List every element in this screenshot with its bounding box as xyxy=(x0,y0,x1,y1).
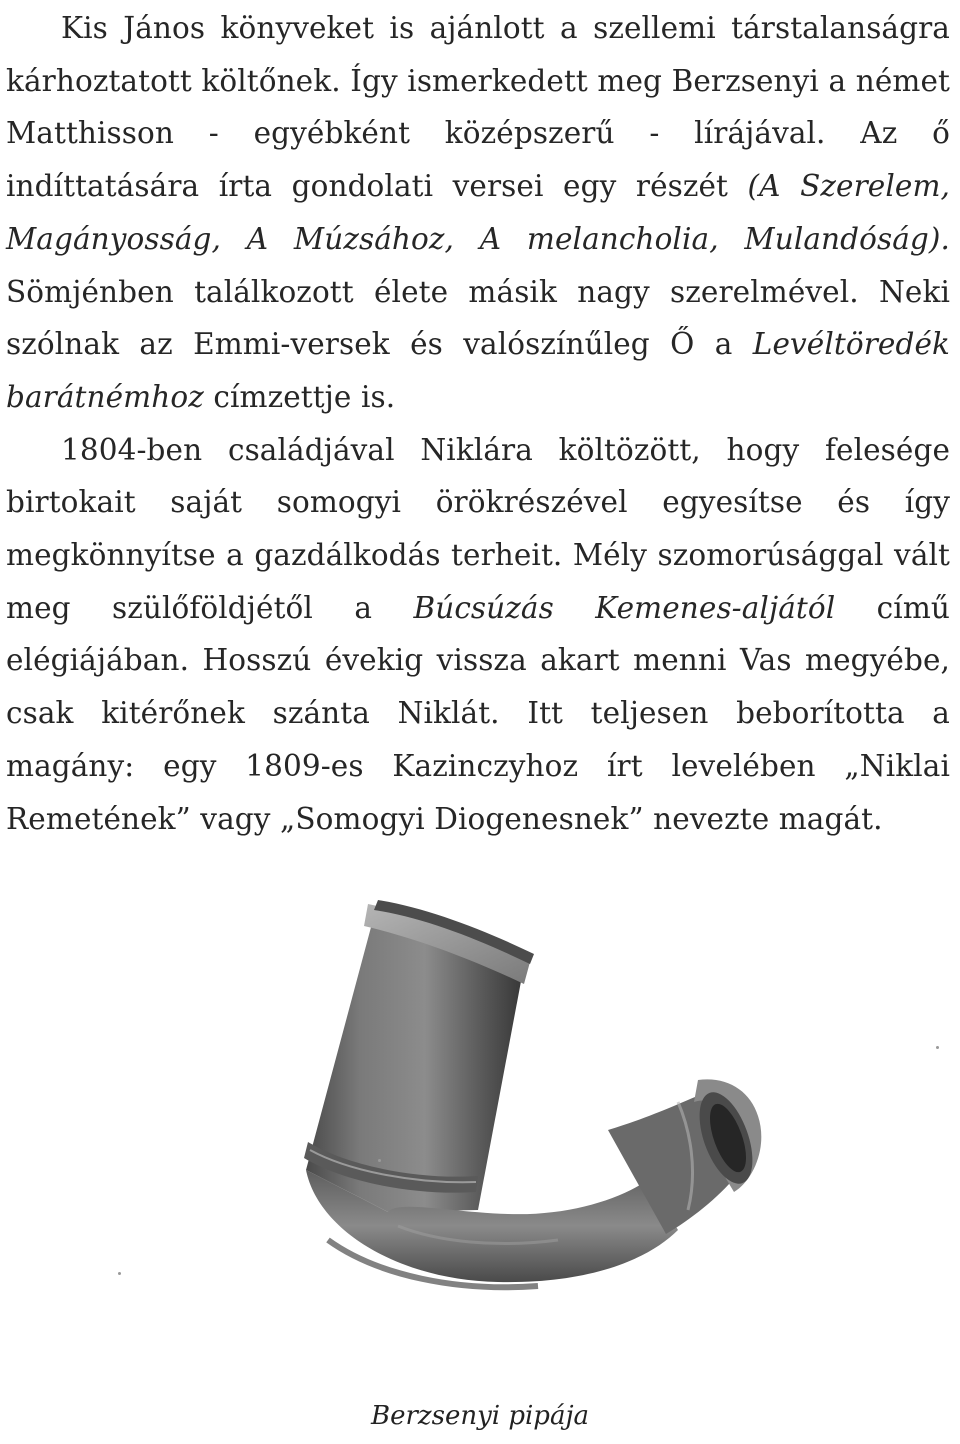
pipe-stem xyxy=(304,900,534,1212)
pipe-photo xyxy=(178,880,778,1320)
scan-speck xyxy=(118,1272,121,1275)
poem-title-bucsuzas: Búcsúzás Kemenes-aljától xyxy=(413,590,836,625)
paragraph-1-sentence-2: Sömjénben találkozott élete másik nagy szerelmével. Neki szólnak az Emmi-versek és valószínűleg Ő a xyxy=(6,274,950,362)
paragraph-2-sentence-2: című elégiájában. Hosszú évekig vissza akart menni Vas megyébe, csak kitérőnek szánta Niklát. Itt teljesen beborította a magány: egy 1809-es Kazinczyhoz írt levelében „Niklai Remetének” vagy „Somogyi Diogenesnek” nevezte magát. xyxy=(6,590,950,836)
scan-speck xyxy=(936,1046,939,1049)
poem-titles-list: (A Szerelem, Magányosság, A Múzsához, A melancholia, Mulandóság). xyxy=(6,169,950,256)
paragraph-1 xyxy=(6,2,950,424)
figure-caption: Berzsenyi pipája xyxy=(370,1401,590,1431)
paragraph-1-sentence-3: címzettje is. xyxy=(203,379,396,414)
paragraph-2 xyxy=(6,424,950,846)
paragraph-2-sentence-1: 1804-ben családjával Niklára költözött, hogy felesége birtokait saját somogyi örökrészével egyesítse és így megkönnyítse a gazdálkodás terheit. Mély szomorúsággal vált meg szülőföldjétől a xyxy=(6,432,950,625)
body-text xyxy=(6,2,950,845)
paragraph-1-sentence-1: Kis János könyveket is ajánlott a szellemi társtalanságra kárhoztatott költőnek. Így ismerkedett meg Berzsenyi a német Matthisson - egyébként középszerű - lírájával. Az ő indíttatására írta gondolati versei egy részét xyxy=(6,11,950,204)
scan-speck xyxy=(378,1159,381,1162)
poem-title-levéltöredék: Levéltöredék barátnémhoz xyxy=(6,327,950,414)
